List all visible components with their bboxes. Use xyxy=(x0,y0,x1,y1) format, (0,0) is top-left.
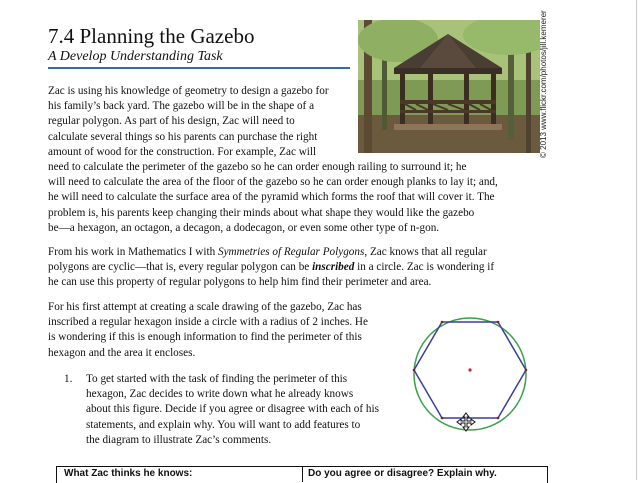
task-reference: Symmetries of Regular Polygons xyxy=(217,246,365,258)
intro-line: need to calculate the perimeter of the gazebo so he can order enough railing to surround it; he xyxy=(48,161,467,174)
vertex-point xyxy=(441,417,444,420)
text-run: , Zac knows that all regular xyxy=(364,246,487,258)
cyclic-line-1 xyxy=(48,245,538,260)
vertex-point xyxy=(413,369,416,372)
cyclic-line-3: he can use this property of regular polygons to help him find their perimeter and area. xyxy=(48,276,432,289)
vertex-point xyxy=(441,321,444,324)
question-line: about this figure. Decide if you agree or disagree with each of his xyxy=(86,403,379,416)
page-title: 7.4 Planning the Gazebo xyxy=(48,24,255,48)
intro-line: amount of wood for the construction. For example, Zac will xyxy=(48,145,317,158)
intro-line: will need to calculate the area of the floor of the gazebo so he can order enough planks to lay it; and, xyxy=(48,176,498,189)
text-run: polygons are cyclic—that is, every regular polygon can be xyxy=(48,261,313,274)
text-run: in a circle. Zac is wondering if xyxy=(354,261,495,274)
hexagon-line: inscribed a regular hexagon inside a circle with a radius of 2 inches. He xyxy=(48,316,368,329)
intro-line: be—a hexagon, an octagon, a decagon, a dodecagon, or even some other type of n-gon. xyxy=(48,221,440,234)
cyclic-paragraph xyxy=(48,245,538,291)
question-line: statements, and explain why. You will want to add features to xyxy=(86,418,361,431)
knowledge-table xyxy=(56,466,548,480)
title-underline xyxy=(48,67,350,69)
question-text xyxy=(86,372,379,448)
hexagon-line: hexagon and the area it encloses. xyxy=(48,346,196,359)
move-cursor-icon xyxy=(456,412,476,432)
intro-line: Zac is using his knowledge of geometry to design a gazebo for xyxy=(48,85,329,97)
hexagon-line: For his first attempt at creating a scale drawing of the gazebo, Zac has xyxy=(48,301,362,313)
inscribed-term: inscribed xyxy=(312,261,355,274)
page-subtitle: A Develop Understanding Task xyxy=(48,49,223,64)
page-edge xyxy=(636,0,637,480)
question-line: the diagram to illustrate Zac’s comments. xyxy=(86,433,272,446)
table-header-knows: What Zac thinks he knows: xyxy=(64,468,193,479)
cyclic-line-2 xyxy=(48,260,538,275)
intro-line: he will need to calculate the surface area of the pyramid which forms the roof that will cover it. The xyxy=(48,191,495,204)
question-line: hexagon, Zac decides to write down what he already knows xyxy=(86,388,354,401)
intro-line: his family’s back yard. The gazebo will be in the shape of a xyxy=(48,100,315,113)
hexagon-line: is wondering if this is enough information to find the perimeter of this xyxy=(48,331,362,344)
table-header-agree: Do you agree or disagree? Explain why. xyxy=(308,468,497,479)
intro-line: regular polygon. As part of his design, Zac will need to xyxy=(48,115,295,128)
photo-credit: © 2013 www.flickr.com/photos/jill.kemerer xyxy=(539,10,548,158)
question-number: 1. xyxy=(64,373,73,385)
vertex-point xyxy=(497,417,500,420)
vertex-point xyxy=(525,369,528,372)
intro-paragraph xyxy=(48,84,528,236)
intro-line: calculate several things so his parents can purchase the right xyxy=(48,130,318,143)
vertex-point xyxy=(497,321,500,324)
question-line: To get started with the task of finding the perimeter of this xyxy=(86,373,348,385)
center-point xyxy=(468,368,471,371)
intro-line: problem is, his parents keep changing their minds about what shape they would like the gazebo xyxy=(48,206,475,219)
text-run: From his work in Mathematics I with xyxy=(48,246,218,258)
hexagon-paragraph xyxy=(48,300,398,361)
